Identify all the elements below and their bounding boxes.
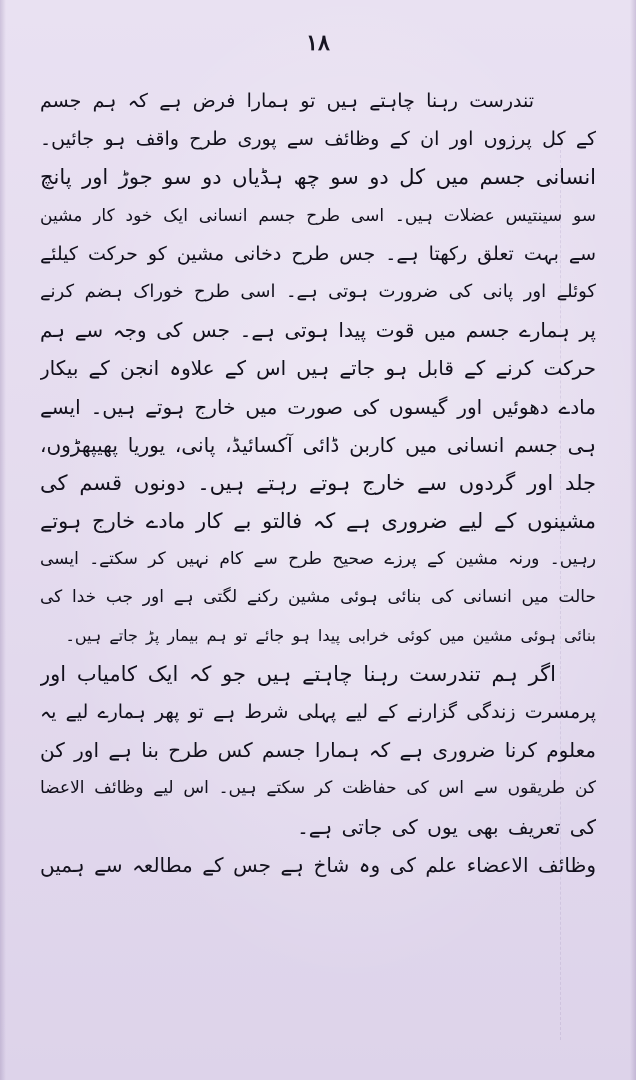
- text-line: کن طریقوں سے اس کی حفاظت کر سکتے ہیں۔ اس لیے وظائف الاعضا: [40, 778, 596, 799]
- text-line: سے بہت تعلق رکھتا ہے۔ جس طرح دخانی مشین کو حرکت کیلئے: [40, 242, 596, 265]
- text-line: وظائف الاعضاء علم کی وہ شاخ ہے جس کے مطالعہ سے ہمیں: [40, 852, 596, 877]
- text-line: اگر ہم تندرست رہنا چاہتے ہیں جو کہ ایک کامیاب اور: [40, 661, 556, 686]
- text-line: کے کل پرزوں اور ان کے وظائف سے پوری طرح واقف ہو جائیں۔: [40, 128, 596, 151]
- text-line: پر ہمارے جسم میں قوت پیدا ہوتی ہے۔ جس کی وجہ سے ہم: [40, 318, 596, 343]
- page-edge-right: [630, 0, 636, 1080]
- text-line: مادے دھوئیں اور گیسوں کی صورت میں خارج ہوتے ہیں۔ ایسے: [40, 394, 596, 419]
- text-line: حالت میں انسانی کی بنائی ہوئی مشین رکنے لگتی ہے اور جب خدا کی: [40, 587, 596, 608]
- text-line: کوئلے اور پانی کی ضرورت ہوتی ہے۔ اسی طرح خوراک ہضم کرنے: [40, 280, 596, 302]
- text-line: جلد اور گردوں سے خارج ہوتے رہتے ہیں۔ دونوں قسم کی: [40, 470, 596, 495]
- page-body-text: [40, 82, 596, 884]
- text-line: تندرست رہنا چاہتے ہیں تو ہمارا فرض ہے کہ ہم جسم: [40, 90, 534, 112]
- text-line: حرکت کرنے کے قابل ہو جاتے ہیں اس کے علاوہ انجن کے بیکار: [40, 356, 596, 381]
- page-edge-left: [0, 0, 6, 1080]
- text-line: پرمسرت زندگی گزارنے کے لیے پہلی شرط ہے تو پھر ہمارے لیے یہ: [40, 701, 596, 723]
- text-line: رہیں۔ ورنہ مشین کے پرزے صحیح طرح سے کام نہیں کر سکتے۔ ایسی: [40, 549, 596, 570]
- text-line: مشینوں کے لیے ضروری ہے کہ فالتو بے کار مادے خارج ہوتے: [40, 509, 596, 534]
- text-line: معلوم کرنا ضروری ہے کہ ہمارا جسم کس طرح بنا ہے اور کن: [40, 738, 596, 763]
- text-line: کی تعریف بھی یوں کی جاتی ہے۔: [297, 814, 596, 839]
- text-line: سو سینتیس عضلات ہیں۔ اسی طرح جسم انسانی ایک خود کار مشین: [40, 205, 596, 226]
- page-number: ۱۸: [306, 30, 330, 56]
- text-line: ہی جسم انسانی میں کاربن ڈائی آکسائیڈ، پانی، یوریا پھیپھڑوں،: [40, 432, 596, 457]
- text-line: انسانی جسم میں کل دو سو چھ ہڈیاں دو سو جوڑ اور پانچ: [40, 165, 596, 190]
- text-line: بنائی ہوئی مشین میں کوئی خرابی پیدا ہو جائے تو ہم بیمار پڑ جاتے ہیں۔: [65, 625, 596, 645]
